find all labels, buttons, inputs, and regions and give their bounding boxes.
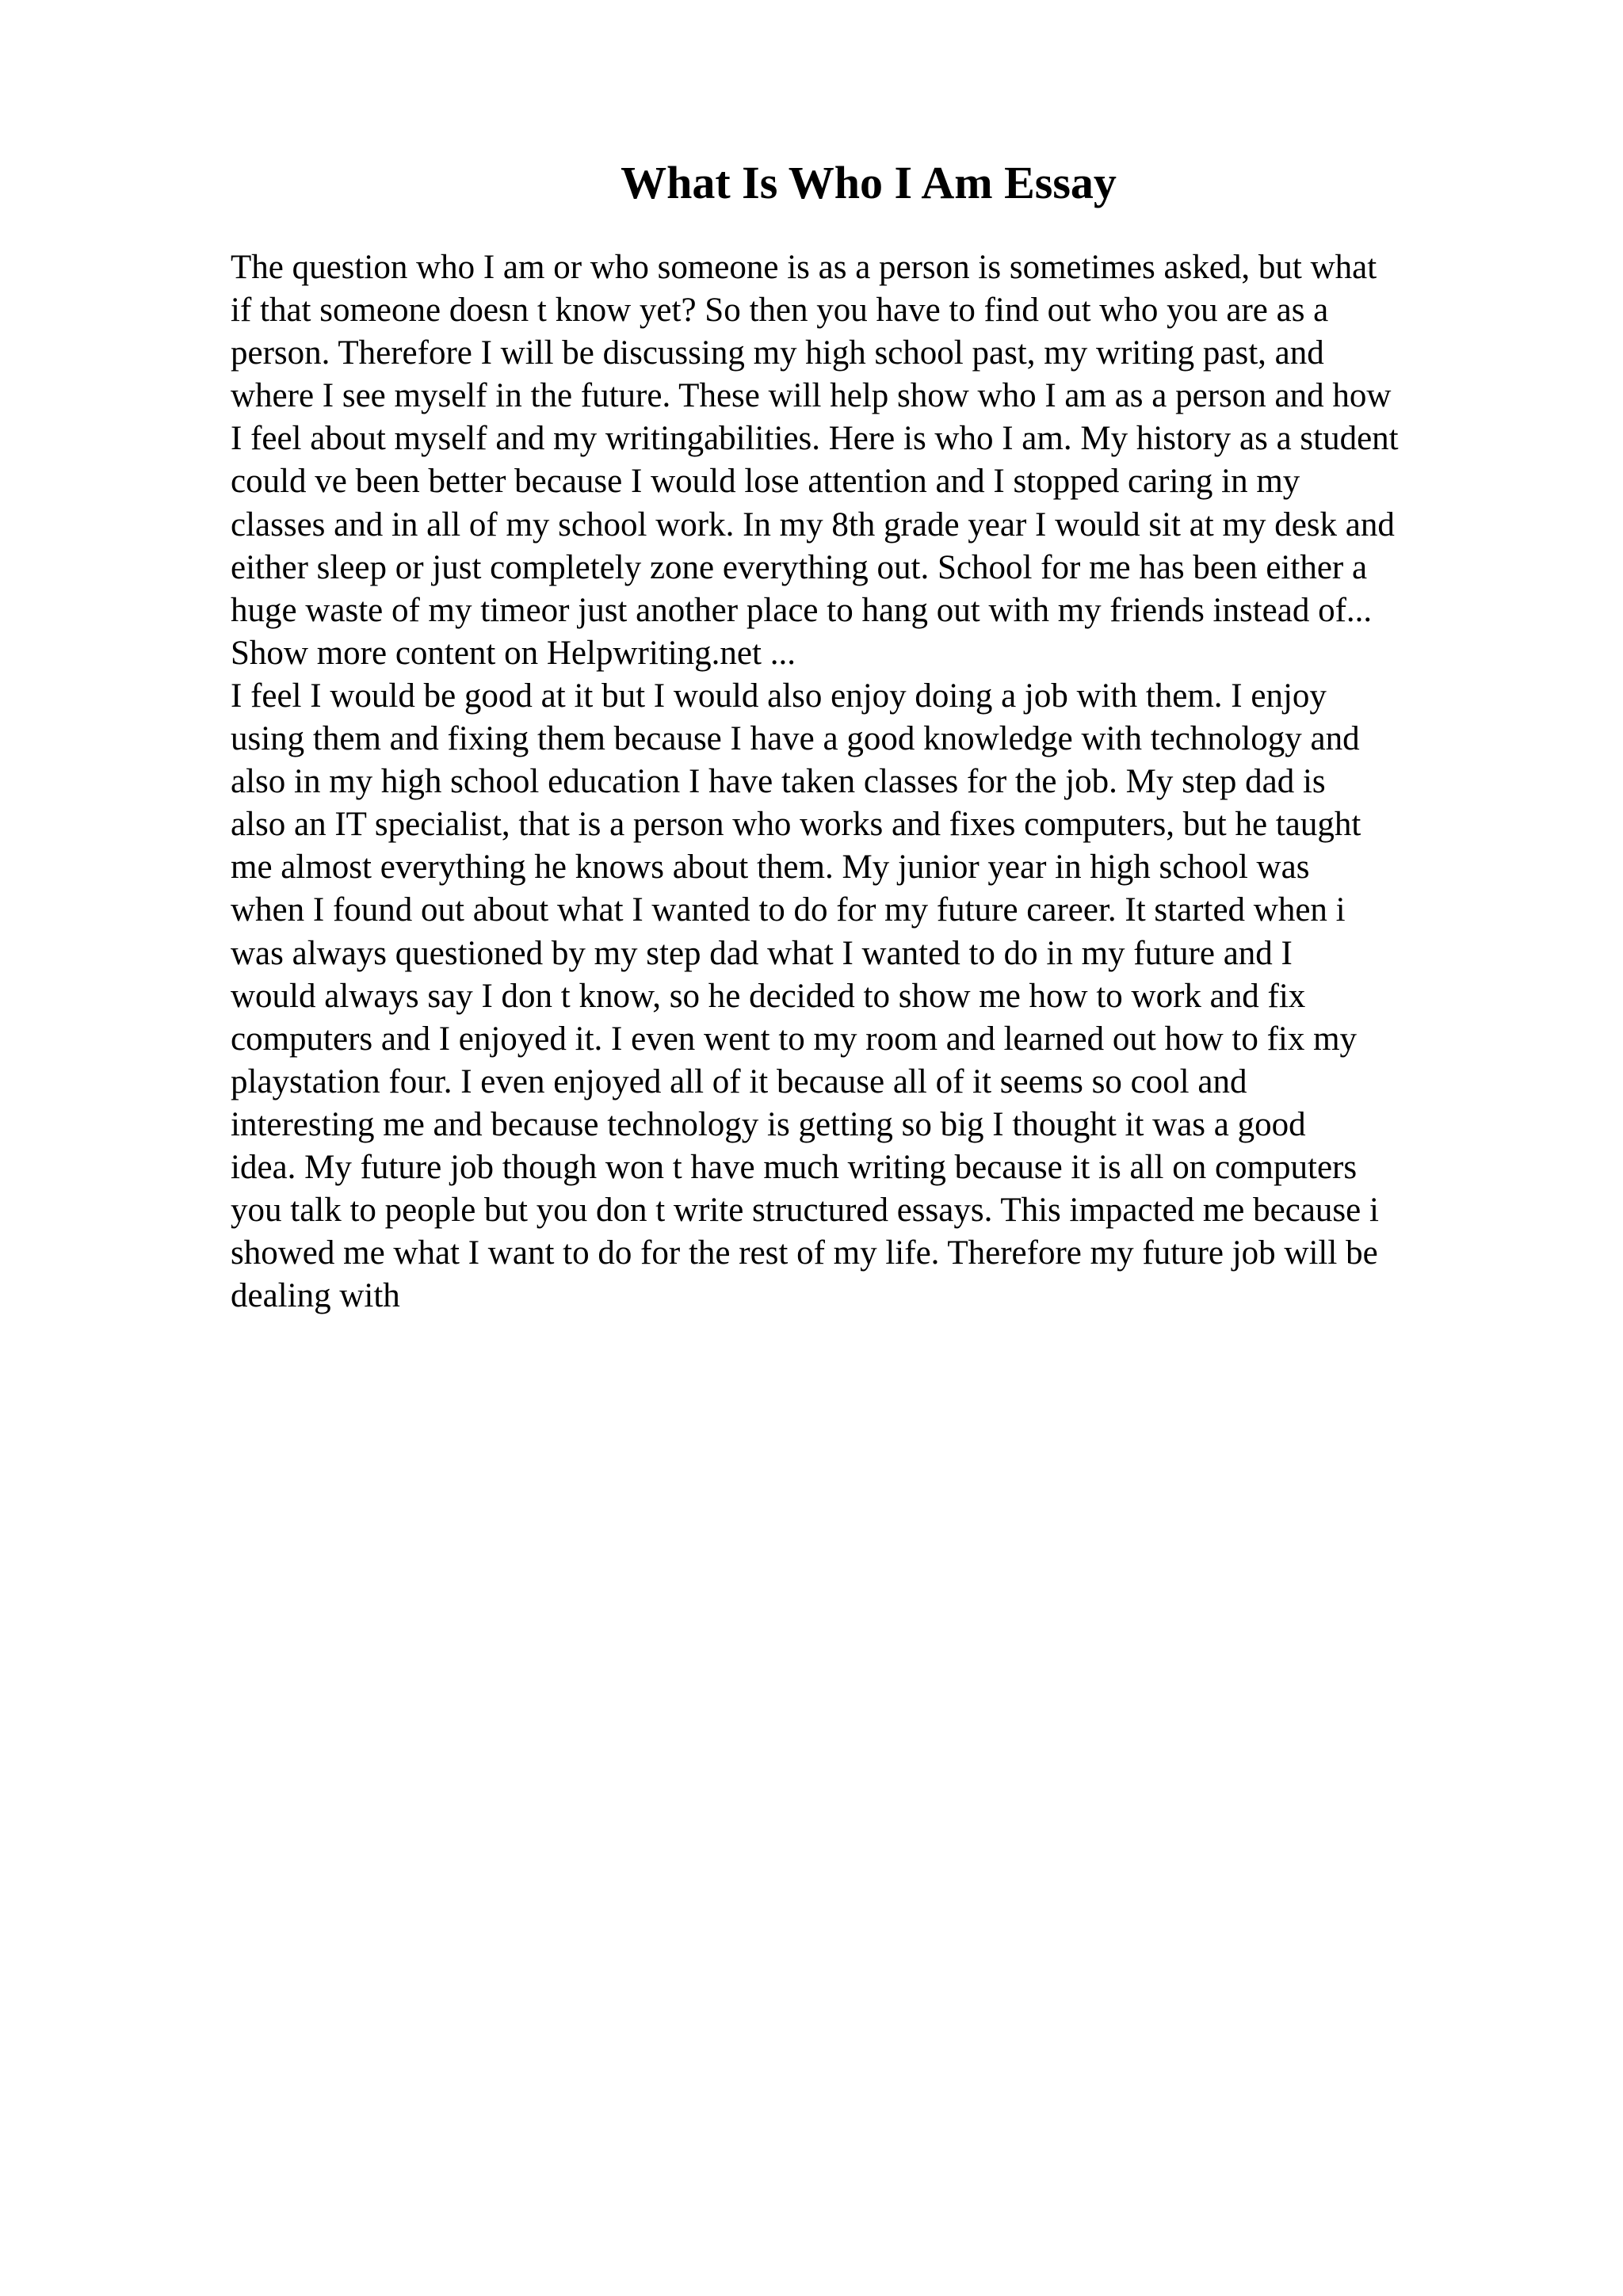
show-more-line: Show more content on Helpwriting.net ... xyxy=(231,634,796,672)
essay-line: interesting me and because technology is getting so big I thought it was a good xyxy=(231,1105,1306,1143)
document-title: What Is Who I Am Essay xyxy=(621,157,1117,208)
essay-line: you talk to people but you don t write structured essays. This impacted me because i xyxy=(231,1192,1379,1230)
essay-line: was always questioned by my step dad what I wanted to do in my future and I xyxy=(231,934,1293,972)
essay-line: when I found out about what I wanted to do for my future career. It started when i xyxy=(231,891,1346,929)
essay-body xyxy=(231,246,1546,1318)
essay-line: huge waste of my timeor just another place to hang out with my friends instead of... xyxy=(231,591,1373,629)
essay-line: also in my high school education I have taken classes for the job. My step dad is xyxy=(231,763,1326,801)
essay-line: playstation four. I even enjoyed all of it because all of it seems so cool and xyxy=(231,1062,1247,1100)
essay-line: could ve been better because I would lose attention and I stopped caring in my xyxy=(231,463,1300,501)
essay-line: showed me what I want to do for the rest of my life. Therefore my future job will be xyxy=(231,1234,1378,1272)
essay-line: using them and fixing them because I have a good knowledge with technology and xyxy=(231,720,1360,758)
essay-line: idea. My future job though won t have much writing because it is all on computers xyxy=(231,1148,1358,1186)
essay-line: dealing with xyxy=(231,1277,400,1315)
essay-line: computers and I enjoyed it. I even went to my room and learned out how to fix my xyxy=(231,1020,1358,1058)
essay-line: I feel I would be good at it but I would also enjoy doing a job with them. I enjoy xyxy=(231,677,1327,715)
essay-line: I feel about myself and my writingabilities. Here is who I am. My history as a student xyxy=(231,420,1399,458)
essay-line: The question who I am or who someone is as a person is sometimes asked, but what xyxy=(231,249,1377,286)
essay-line: classes and in all of my school work. In my 8th grade year I would sit at my desk and xyxy=(231,505,1395,543)
essay-line: me almost everything he knows about them. My junior year in high school was xyxy=(231,849,1310,887)
essay-line: where I see myself in the future. These will help show who I am as a person and how xyxy=(231,377,1392,415)
essay-line: either sleep or just completely zone everything out. School for me has been either a xyxy=(231,548,1368,586)
essay-line: also an IT specialist, that is a person who works and fixes computers, but he taught xyxy=(231,806,1361,844)
essay-line: would always say I don t know, so he decided to show me how to work and fix xyxy=(231,977,1306,1015)
essay-line: person. Therefore I will be discussing my high school past, my writing past, and xyxy=(231,334,1324,372)
essay-line: if that someone doesn t know yet? So then you have to find out who you are as a xyxy=(231,292,1329,330)
